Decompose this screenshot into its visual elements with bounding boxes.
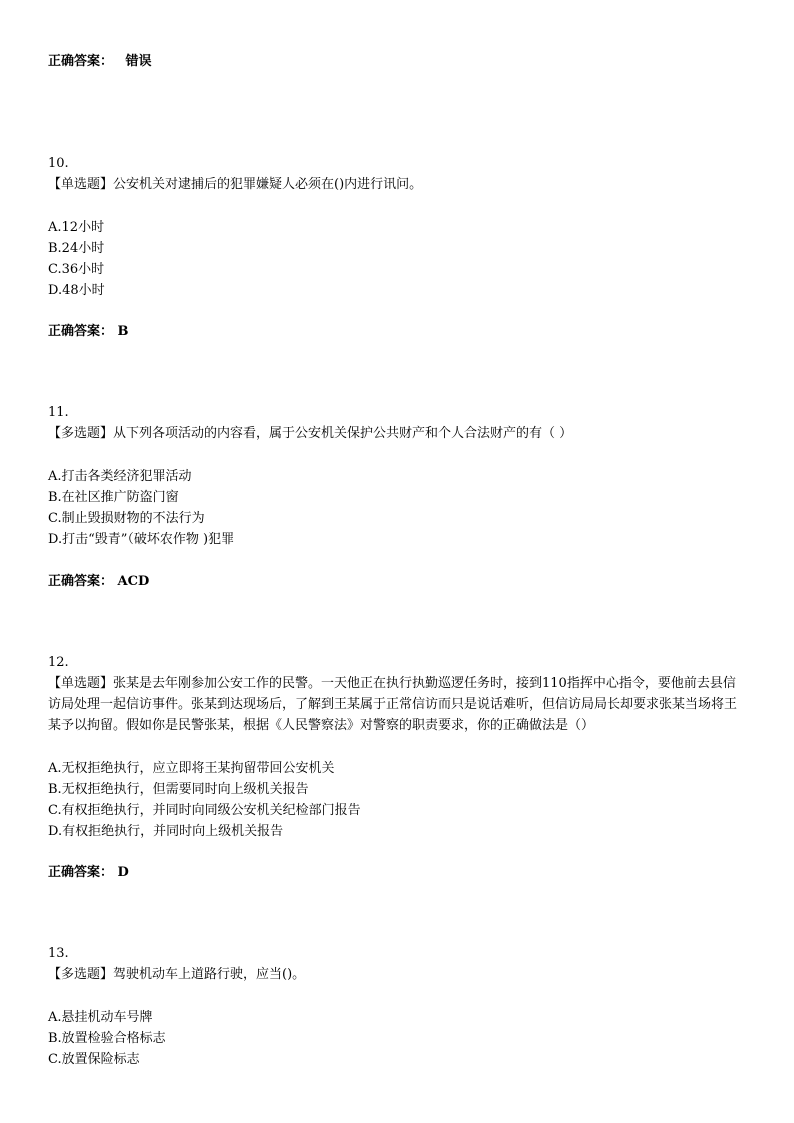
answer-line [48, 861, 129, 880]
option-c: C.36小时 [48, 262, 105, 277]
answer-value: ACD [117, 574, 150, 589]
option-b: B.24小时 [48, 241, 105, 256]
option-c: C.制止毁损财物的不法行为 [48, 511, 205, 526]
question-stem: 【多选题】从下列各项活动的内容看，属于公安机关保护公共财产和个人合法财产的有（ ） [48, 426, 573, 441]
answer-value: 错误 [125, 54, 152, 69]
option-d: D.48小时 [48, 283, 105, 298]
question-number: 11. [48, 405, 69, 420]
option-b: B.无权拒绝执行，但需要同时向上级机关报告 [48, 782, 309, 797]
answer-line [48, 570, 149, 589]
question-number: 12. [48, 655, 69, 670]
option-d: D.有权拒绝执行，并同时向上级机关报告 [48, 824, 284, 839]
option-a: A.打击各类经济犯罪活动 [48, 469, 192, 484]
option-b: B.在社区推广防盗门窗 [48, 490, 179, 505]
option-a: A.悬挂机动车号牌 [48, 1010, 153, 1025]
answer-value: D [117, 865, 129, 880]
answer-value: B [117, 324, 129, 339]
question-stem: 【多选题】驾驶机动车上道路行驶，应当()。 [48, 967, 306, 982]
answer-label: 正确答案： [48, 865, 114, 880]
option-a: A.12小时 [48, 220, 105, 235]
answer-line-prev [48, 50, 152, 69]
answer-line [48, 320, 129, 339]
option-a: A.无权拒绝执行，应立即将王某拘留带回公安机关 [48, 761, 335, 776]
answer-label: 正确答案： [48, 574, 114, 589]
question-stem: 【单选题】张某是去年刚参加公安工作的民警。一天他正在执行执勤巡逻任务时，接到110指挥中心指令，要他前去县信访局处理一起信访事件。张某到达现场后，了解到王某属于正常信访而只是说话难听，但信访局局长却要求张某当场将王某予以拘留。假如你是民警张某，根据《人民警察法》对警察的职责要求，你的正确做法是（） [48, 676, 738, 733]
question-number: 13. [48, 946, 69, 961]
question-stem: 【单选题】公安机关对逮捕后的犯罪嫌疑人必须在()内进行讯问。 [48, 177, 423, 192]
option-b: B.放置检验合格标志 [48, 1031, 166, 1046]
question-number: 10. [48, 156, 69, 171]
option-d: D.打击“毁青”（破坏农作物 )犯罪 [48, 532, 235, 547]
answer-label: 正确答案： [48, 54, 114, 69]
option-c: C.放置保险标志 [48, 1052, 140, 1067]
option-c: C.有权拒绝执行，并同时向同级公安机关纪检部门报告 [48, 803, 361, 818]
answer-label: 正确答案： [48, 324, 114, 339]
